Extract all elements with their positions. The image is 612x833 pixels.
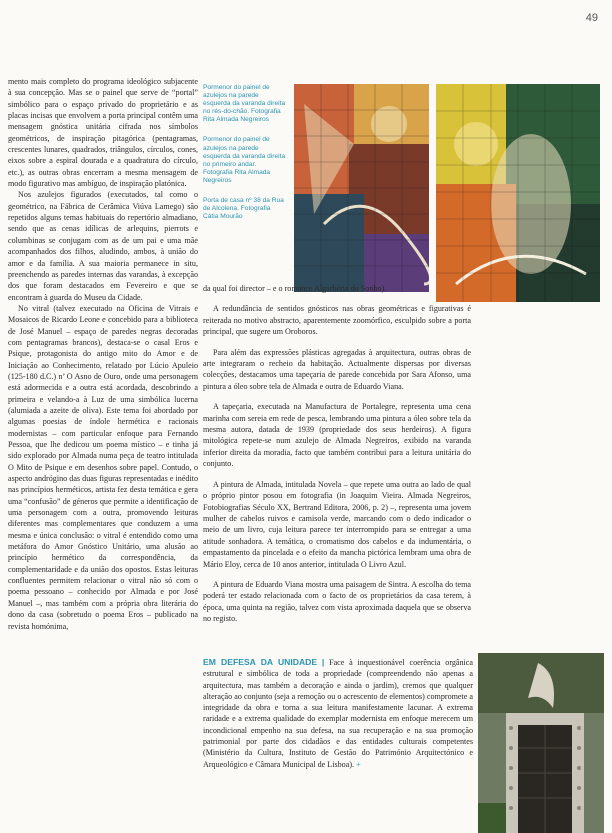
section-defesa-unidade: [203, 657, 473, 770]
tile-panel-photo-ground-floor: [294, 84, 429, 292]
door-photo: [478, 653, 604, 833]
right-text-column: [203, 283, 471, 625]
tile-panel-photo-first-floor: [436, 84, 600, 302]
left-text-column: [8, 76, 198, 632]
paragraph: Nos azulejos figurados (executados, tal como o geométrico, na Fábrica de Cerâmica Viúva Lamego) são repetidos alguns temas habituais do repertório almadiano, sendo que as cenas idílicas de arlequins, pierrots e columbinas se conjugam com as de um pai e uma mãe acompanhados dos filhos, aludindo, ambos, à união do amor e da família. A sua maioria permanece in situ, preenchendo as paredes internas das varandas, à excepção dos que foram destacados em Fevereiro e que se encontram à guarda do Museu da Cidade.: [8, 190, 198, 302]
paragraph: A pintura de Almada, intitulada Novela – que repete uma outra ao lado de qual o próprio pintor posou em fotografia (in Joaquim Vieira. Almada Negreiros, Fotobiografias Século XX, Bertrand Editora, 2006, p. 2) –, representa uma jovem mulher de cabelos ruivos e camisola verde, marcando com o dedo indicador o meio de um livro, cuja leitura parece ter interrompido para se entregar a uma atitude sonhadora. A temática, o cromatismo dos cabelos e da indumentária, o empastamento da pincelada e o efeito da mancha pictórica lembram uma obra de Mário Eloy, cerca de 10 anos anterior, intitulada O Livro Azul.: [203, 479, 471, 569]
paragraph: No vitral (talvez executado na Oficina de Vitrais e Mosaicos de Ricardo Leone e concebido para a biblioteca de José Manuel – espaço de paredes negras decoradas com pentagramas brancos), destaca-se o casal Eros e Psique, protagonista do antigo mito do Amor e de Iniciação ao Conhecimento, relatado por Lúcio Apuleio (125-180 d.C.) n’ O Asno de Ouro, onde uma personagem está adormecida e a outra está acordada, descobrindo a primeira e velando-a à Luz de uma simbólica lucerna (alumiada a azeite de oliva). Este tema foi abordado por algumas poesias de índole hermética e racionais modernistas – com particular enfoque para Fernando Pessoa, que lhe dedicou um poema místico – e tinha já sido explorado por Almada numa peça de teatro intitulada O Mito de Psique e em desenhos sobre papel. Contudo, o aspecto andrógino das duas figuras representadas e inédito nas princípios herméticos, artista fez desta temática e gera uma “confusão” de géneros que permite a identificação de uma personagem com a outra, promovendo leituras diferentes mas complementares que conduzem a uma mesma e única conclusão: o vitral é entendido como uma metáfora do Amor Gnóstico Unitário, uma alusão ao princípio hermético da correspondência, da complementaridade e da união dos opostos. Estas leituras confluentes permitem relacionar o vitral não só com o poema pessoano – conhecido por Almada e por José Manuel –, mas também com a própria obra literária do dono da casa (sobretudo o poema Eros – publicado na revista homónima,: [8, 303, 198, 631]
caption: Pormenor do painel de azulejos na parede esquerda da varanda direita no primeiro andar. Fotografia Rita Almada Negreiros: [203, 136, 286, 184]
caption: Porta de casa nº 38 da Rua de Alcolena. Fotografia Cátia Mourão: [203, 197, 284, 221]
paragraph: A tapeçaria, executada na Manufactura de Portalegre, representa uma cena marinha com sereia em rede de pesca, lembrando uma pintura a óleo sobre tela da mesma autora, datada de 1939 (propriedade dos seus herdeiros). A figura mitológica repete-se num azulejo de Almada Negreiros, exibido na varanda inferior direita da moradia, facto que também contribui para a leitura unitária do conjunto.: [203, 402, 471, 469]
end-mark: +: [356, 759, 361, 769]
section-body: Face à inquestionável coerência orgânica estrutural e simbólica de toda a propriedade (compreendendo não apenas a arquitectura, mas também a decoração e ainda o jardim), cremos que qualquer alteração ao conjunto (seja a remoção ou o acrescento de elementos) compromete a integridade da obra e torna a sua leitura manifestamente lacunar. A extrema raridade e a extrema qualidade do exemplar modernista em enfoque merecem um incondicional empenho na sua defesa, na sua recuperação e na sua promoção patrimonial por parte dos cidadãos e das entidades culturais competentes (Ministério da Cultura, Instituto de Gestão do Património Arquitectónico e Arqueológico e Câmara Municipal de Lisboa).: [203, 658, 473, 769]
paragraph: mento mais completo do programa ideológico subjacente à sua concepção. Mas se o painel que serve de “portal” simbólico para o espaço privado do proprietário e as placas incisas que envolvem a porta principal contêm uma mensagem gnóstica unitária cifrada nos símbolos geométricos, de inspiração pitagórica (pentagramas, crescentes lunares, quadrados, triângulos, círculos, cones, eixos sobre a espiral dourada e a quadratura do círculo, etc.), as outras obras encerram a mesma mensagem de modo figurativo mas ambíguo, de inspiração platónica.: [8, 77, 198, 189]
paragraph: A redundância de sentidos gnósticos nas obras geométricas e figurativas é reiterada no motivo abstracto, aparentemente zoomórfico, esculpido sobre a porta principal, que sugere um Oroboros.: [203, 304, 471, 337]
paragraph: da qual foi director – e o romance Algarbéria do Sonho).: [203, 284, 387, 293]
heading-separator: |: [321, 657, 325, 667]
paragraph: A pintura de Eduardo Viana mostra uma paisagem de Sintra. A escolha do tema poderá ter estado relacionada com o facto de os proprietários da casa terem, à época, uma quinta na região, talvez com vista aproximada daquela que se observa no registo.: [203, 579, 471, 624]
page-number: 49: [585, 12, 598, 24]
caption: Pormenor do painel de azulejos na parede esquerda da varanda direita no rés-do-chão. Fotografia Rita Almada Negreiros: [203, 84, 286, 124]
paragraph: Para além das expressões plásticas agregadas à arquitectura, outras obras de arte integraram o recheio da habitação. Actualmente dispersas por diversas colecções, destacamos uma tapeçaria de parede concebida por Sara Afonso, uma pintura a óleo sobre tela de Almada e outra de Eduardo Viana.: [203, 347, 471, 391]
photo-captions: [203, 84, 287, 233]
section-heading: EM DEFESA DA UNIDADE: [203, 657, 318, 667]
